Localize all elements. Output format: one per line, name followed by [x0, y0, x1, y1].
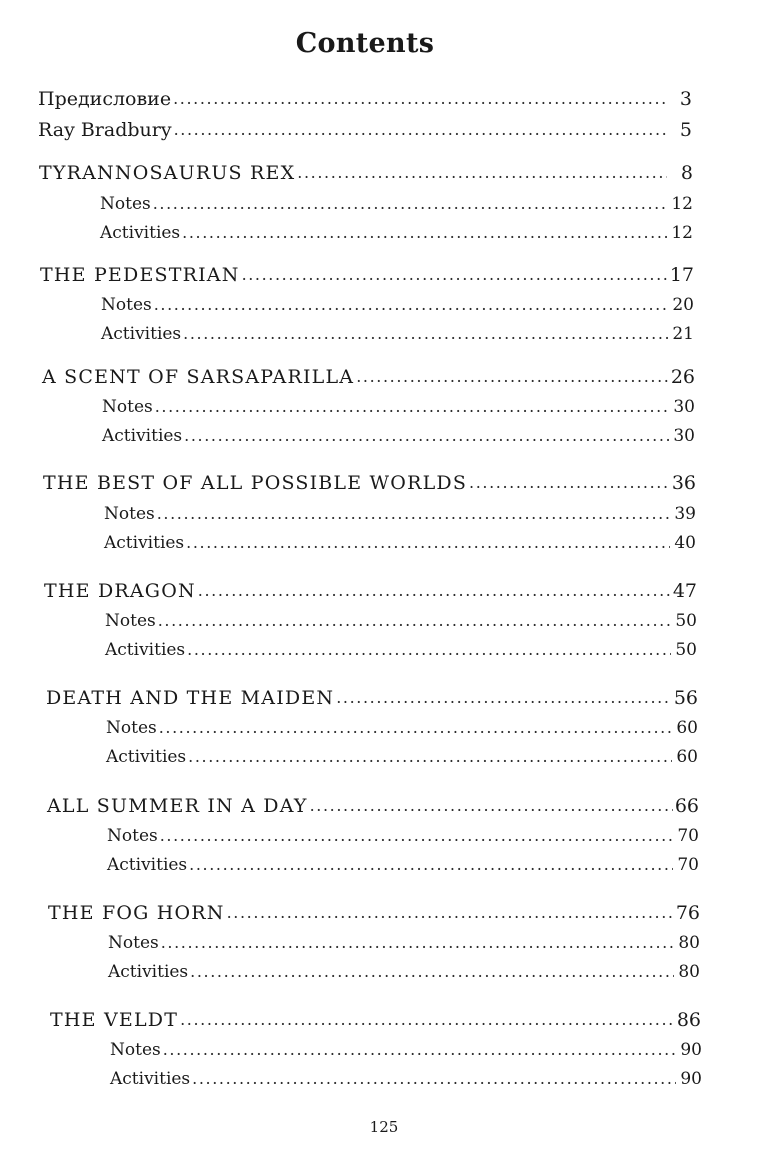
- toc-entry-page: 90: [680, 1040, 702, 1060]
- dot-leader: [242, 264, 668, 286]
- toc-entry-page: 80: [678, 933, 700, 953]
- toc-entry-page: 26: [670, 366, 695, 388]
- toc-subentry[interactable]: [105, 639, 697, 661]
- toc-subentry[interactable]: [100, 222, 693, 244]
- dot-leader: [190, 961, 674, 983]
- dot-leader: [336, 687, 672, 709]
- dot-leader: [163, 1039, 676, 1061]
- dot-leader: [310, 795, 673, 817]
- toc-chapter[interactable]: [42, 366, 695, 388]
- toc-subentry[interactable]: [102, 425, 695, 447]
- toc-entry-page: 40: [674, 533, 696, 553]
- toc-subentry[interactable]: [101, 294, 694, 316]
- toc-subentry[interactable]: [107, 825, 699, 847]
- toc-subentry-label: Activities: [110, 1069, 191, 1089]
- dot-leader: [183, 323, 668, 345]
- toc-entry-page: 70: [677, 826, 699, 846]
- toc-chapter[interactable]: [46, 687, 698, 709]
- toc-entry-page: 90: [680, 1069, 702, 1089]
- toc-subentry[interactable]: [106, 717, 698, 739]
- dot-leader: [192, 1068, 676, 1090]
- toc-subentry-label: Notes: [104, 504, 155, 524]
- toc-subentry-label: Activities: [107, 855, 188, 875]
- page-number: 125: [369, 1118, 399, 1136]
- toc-subentry-label: Notes: [102, 397, 153, 417]
- toc-chapter-label: THE VELDT: [50, 1009, 179, 1031]
- toc-subentry-label: Activities: [105, 640, 186, 660]
- toc-subentry[interactable]: [104, 503, 696, 525]
- toc-subentry[interactable]: [110, 1039, 702, 1061]
- toc-chapter[interactable]: [40, 264, 694, 286]
- toc-subentry-label: Notes: [110, 1040, 161, 1060]
- toc-entry-page: 50: [675, 611, 697, 631]
- dot-leader: [469, 472, 670, 494]
- toc-entry-page: 76: [675, 902, 700, 924]
- toc-subentry[interactable]: [108, 961, 700, 983]
- toc-subentry-label: Activities: [106, 747, 187, 767]
- toc-subentry-label: Notes: [101, 295, 152, 315]
- toc-entry-page: 66: [674, 795, 699, 817]
- toc-entry-page: 20: [672, 295, 694, 315]
- toc-subentry[interactable]: [101, 323, 694, 345]
- toc-subentry[interactable]: [102, 396, 695, 418]
- toc-subentry-label: Activities: [108, 962, 189, 982]
- toc-subentry[interactable]: [108, 932, 700, 954]
- toc-entry-page: 3: [679, 88, 692, 110]
- toc-subentry[interactable]: [110, 1068, 702, 1090]
- toc-subentry-label: Activities: [101, 324, 182, 344]
- toc-chapter[interactable]: [39, 162, 693, 184]
- toc-chapter-label: THE BEST OF ALL POSSIBLE WORLDS: [43, 472, 468, 494]
- toc-subentry[interactable]: [107, 854, 699, 876]
- dot-leader: [356, 366, 669, 388]
- dot-leader: [158, 610, 671, 632]
- toc-entry-page: 60: [676, 747, 698, 767]
- page-title: Contents: [295, 28, 435, 59]
- toc-entry-page: 47: [672, 580, 697, 602]
- dot-leader: [155, 396, 669, 418]
- toc-subentry[interactable]: [106, 746, 698, 768]
- toc-entry-page: 56: [673, 687, 698, 709]
- toc-entry-page: 86: [676, 1009, 701, 1031]
- toc-entry-page: 21: [672, 324, 694, 344]
- toc-subentry-label: Notes: [107, 826, 158, 846]
- dot-leader: [187, 639, 671, 661]
- toc-subentry-label: Notes: [106, 718, 157, 738]
- toc-subentry[interactable]: [100, 193, 693, 215]
- toc-chapter-label: TYRANNOSAURUS REX: [39, 162, 296, 184]
- dot-leader: [189, 854, 673, 876]
- dot-leader: [186, 532, 670, 554]
- toc-subentry-label: Activities: [100, 223, 181, 243]
- toc-entry[interactable]: [38, 119, 692, 141]
- toc-subentry-label: Notes: [108, 933, 159, 953]
- toc-entry-page: 5: [679, 119, 692, 141]
- dot-leader: [160, 825, 673, 847]
- toc-entry-page: 30: [673, 397, 695, 417]
- toc-entry-label: Предисловие: [38, 88, 172, 110]
- toc-entry-label: Ray Bradbury: [38, 119, 172, 141]
- toc-subentry-label: Activities: [102, 426, 183, 446]
- toc-entry-page: 30: [673, 426, 695, 446]
- dot-leader: [153, 193, 667, 215]
- toc-subentry-label: Activities: [104, 533, 185, 553]
- toc-chapter[interactable]: [48, 902, 700, 924]
- dot-leader: [184, 425, 669, 447]
- toc-entry-page: 50: [675, 640, 697, 660]
- dot-leader: [188, 746, 672, 768]
- toc-entry-page: 12: [671, 194, 693, 214]
- dot-leader: [159, 717, 672, 739]
- dot-leader: [161, 932, 674, 954]
- dot-leader: [198, 580, 671, 602]
- dot-leader: [227, 902, 674, 924]
- dot-leader: [157, 503, 670, 525]
- toc-subentry-label: Notes: [105, 611, 156, 631]
- toc-chapter-label: THE PEDESTRIAN: [40, 264, 240, 286]
- dot-leader: [154, 294, 668, 316]
- toc-entry-page: 70: [677, 855, 699, 875]
- toc-entry-page: 12: [671, 223, 693, 243]
- toc-entry-page: 60: [676, 718, 698, 738]
- toc-entry-page: 39: [674, 504, 696, 524]
- toc-chapter[interactable]: [43, 472, 696, 494]
- dot-leader: [174, 119, 666, 141]
- toc-chapter[interactable]: [47, 795, 699, 817]
- toc-chapter-label: A SCENT OF SARSAPARILLA: [42, 366, 355, 388]
- toc-entry-page: 80: [678, 962, 700, 982]
- toc-chapter-label: THE DRAGON: [44, 580, 196, 602]
- toc-entry-page: 8: [680, 162, 693, 184]
- toc-subentry[interactable]: [104, 532, 696, 554]
- dot-leader: [182, 222, 667, 244]
- dot-leader: [180, 1009, 675, 1031]
- toc-entry-page: 36: [671, 472, 696, 494]
- toc-subentry[interactable]: [105, 610, 697, 632]
- toc-entry-page: 17: [669, 264, 694, 286]
- toc-chapter-label: ALL SUMMER IN A DAY: [47, 795, 308, 817]
- toc-chapter-label: THE FOG HORN: [48, 902, 225, 924]
- dot-leader: [173, 88, 666, 110]
- toc-chapter-label: DEATH AND THE MAIDEN: [46, 687, 335, 709]
- toc-subentry-label: Notes: [100, 194, 151, 214]
- toc-entry[interactable]: [38, 88, 692, 110]
- toc-chapter[interactable]: [44, 580, 697, 602]
- toc-chapter[interactable]: [50, 1009, 701, 1031]
- dot-leader: [297, 162, 667, 184]
